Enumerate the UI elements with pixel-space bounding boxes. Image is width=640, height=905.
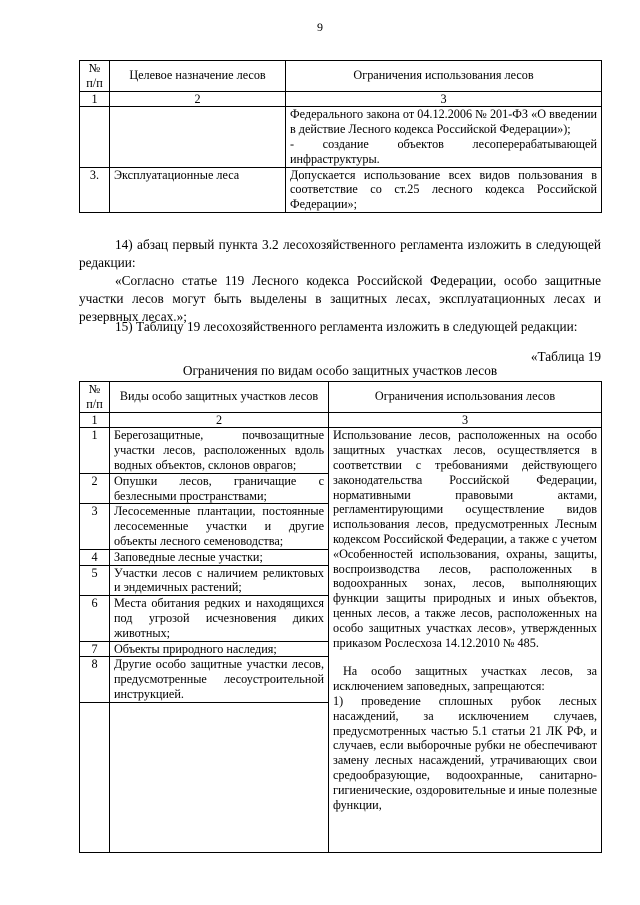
table1-colnum: 1 (80, 91, 110, 107)
table1-cell: Допускается использование всех видов пользования в соответствие со ст.25 лесного кодекса Российской Федерации»; (286, 167, 602, 212)
table2-num: 5 (80, 565, 110, 596)
forest-purpose-table (79, 60, 602, 213)
table2-num: 1 (80, 428, 110, 473)
table2-num: 7 (80, 641, 110, 657)
header-text: № п/п (86, 382, 103, 411)
table2-kind: Другие особо защитные участки лесов, предусмотренные лесоустроительной инструкцией. (110, 657, 329, 702)
table-row (80, 167, 602, 212)
page-number: 9 (317, 20, 323, 34)
table2-kind: Опушки лесов, граничащие с безлесными пространствами; (110, 473, 329, 504)
table2-num (80, 702, 110, 852)
table2-num: 3 (80, 504, 110, 549)
table2-kind (110, 702, 329, 852)
table1-cell: 3. (80, 167, 110, 212)
table2-restrictions (329, 428, 602, 852)
header-text: № п/п (86, 61, 103, 90)
restrictions-text-2: На особо защитных участках лесов, за исключением заповедных, запрещаются: (333, 664, 597, 694)
table1-header-purpose: Целевое назначение лесов (110, 61, 286, 92)
paragraph-quote: «Согласно статье 119 Лесного кодекса Российской Федерации, особо защитные участки лесов могут быть выделены в защитных лесах, эксплуатационных лесах и резервных лесах.»; (79, 273, 601, 324)
table2-colnum: 3 (329, 412, 602, 428)
table1-cell (80, 107, 110, 167)
table2-kind: Берегозащитные, почвозащитные участки лесов, расположенных вдоль водных объектов, склонов оврагов; (110, 428, 329, 473)
table2-num: 6 (80, 596, 110, 641)
table-row (80, 107, 602, 167)
table2-header-kind: Виды особо защитных участков лесов (110, 382, 329, 413)
table1-cell: Эксплуатационные леса (110, 167, 286, 212)
table2-colnum: 1 (80, 412, 110, 428)
protected-areas-table (79, 381, 602, 853)
table2-num: 8 (80, 657, 110, 702)
table2-colnum: 2 (110, 412, 329, 428)
restrictions-text: Использование лесов, расположенных на особо защитных участках лесов, осуществляется в соответствии с требованиями действующего законодательства Российской Федерации, нормативными правовыми актами, регламентирующими осуществление видов использования лесов, предусмотренных Лесным кодексом Российской Федерации, а также с учетом «Особенностей использования, охраны, защиты, воспроизводства лесов, расположенных в водоохранных зонах, лесов, выполняющих функции защиты природных и иных объектов, ценных лесов, а также лесов, расположенных на особо защитных участках лесов», утвержденных приказом Рослесхоза 14.12.2010 № 485. (333, 428, 597, 650)
table-title: Ограничения по видам особо защитных участков лесов (182, 363, 498, 378)
paragraph-14: 14) абзац первый пункта 3.2 лесохозяйственного регламента изложить в следующей редакции: (79, 237, 601, 270)
table-reference: «Таблица 19 (530, 349, 601, 364)
paragraph-15: 15) Таблицу 19 лесохозяйственного регламента изложить в следующей редакции: (115, 319, 578, 334)
table2-num: 2 (80, 473, 110, 504)
table2-kind: Участки лесов с наличием реликтовых и эндемичных растений; (110, 565, 329, 596)
table1-colnum: 3 (286, 91, 602, 107)
table2-kind: Места обитания редких и находящихся под угрозой исчезновения диких животных; (110, 596, 329, 641)
table1-header-restrictions: Ограничения использования лесов (286, 61, 602, 92)
table2-kind: Объекты природного наследия; (110, 641, 329, 657)
table2-kind: Лесосеменные плантации, постоянные лесосеменные участки и другие объекты лесного семеноводства; (110, 504, 329, 549)
table1-colnum: 2 (110, 91, 286, 107)
table1-header-num (80, 61, 110, 92)
restrictions-text-3: 1) проведение сплошных рубок лесных насаждений, за исключением случаев, предусмотренных частью 5.1 статьи 21 ЛК РФ, и случаев, если выборочные рубки не обеспечивают замену лесных насаждений, утрачивающих свои средообразующие, водоохранные, санитарно-гигиенические, оздоровительные и иные полезные функции, (333, 693, 597, 812)
table2-header-num (80, 382, 110, 413)
table1-cell (110, 107, 286, 167)
table2-num: 4 (80, 549, 110, 565)
table2-header-restrictions: Ограничения использования лесов (329, 382, 602, 413)
table-row (80, 428, 602, 473)
table2-kind: Заповедные лесные участки; (110, 549, 329, 565)
table1-cell: Федерального закона от 04.12.2006 № 201-ФЗ «О введении в действие Лесного кодекса Российской Федерации»); - создание объектов лесоперерабатывающей инфраструктуры. (286, 107, 602, 167)
